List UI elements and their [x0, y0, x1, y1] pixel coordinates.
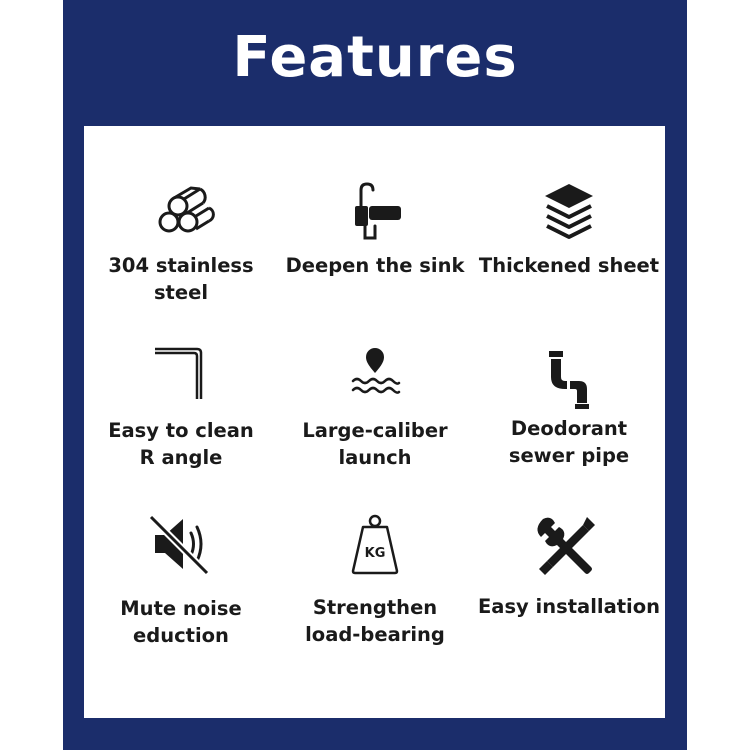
features-card: [84, 126, 665, 718]
feature-large-caliber: [278, 341, 472, 521]
feature-label-line1: Easy installation: [477, 595, 661, 618]
feature-label-line1: Deepen the sink: [285, 254, 465, 277]
drain-water-icon: [335, 341, 415, 411]
sewer-pipe-icon: [529, 341, 609, 411]
feature-label-line1: Thickened sheet: [478, 254, 660, 277]
feature-label-line1: 304 stainless: [108, 254, 254, 277]
r-angle-icon: [141, 341, 221, 411]
feature-thickened-sheet: [472, 176, 666, 356]
kg-weight-icon: [335, 511, 415, 581]
feature-mute-noise: [84, 511, 278, 691]
tools-icon: [529, 511, 609, 581]
mute-speaker-icon: [141, 511, 221, 581]
feature-easy-installation: [472, 511, 666, 691]
feature-label-line2: eduction: [133, 624, 229, 647]
feature-label-line2: launch: [338, 446, 412, 469]
feature-label-line1: Large-caliber: [302, 419, 448, 442]
kg-text: KG: [364, 546, 386, 561]
layers-icon: [529, 176, 609, 246]
feature-label-line2: R angle: [139, 446, 223, 469]
feature-deepen-sink: [278, 176, 472, 356]
feature-stainless-steel: [84, 176, 278, 356]
steel-pipes-icon: [141, 176, 221, 246]
page-title: Features: [232, 25, 518, 90]
feature-sewer-pipe: [472, 341, 666, 521]
feature-label-line1: Strengthen: [312, 596, 438, 619]
feature-r-angle: [84, 341, 278, 521]
sink-icon: [335, 176, 415, 246]
feature-label-line1: Mute noise: [120, 597, 242, 620]
feature-load-bearing: [278, 511, 472, 691]
feature-label-line1: Easy to clean: [108, 419, 254, 442]
feature-label-line1: Deodorant: [510, 417, 628, 440]
feature-label-line2: steel: [153, 281, 209, 304]
features-panel: [63, 0, 687, 750]
feature-label-line2: load-bearing: [305, 623, 445, 646]
feature-label-line2: sewer pipe: [508, 444, 630, 467]
